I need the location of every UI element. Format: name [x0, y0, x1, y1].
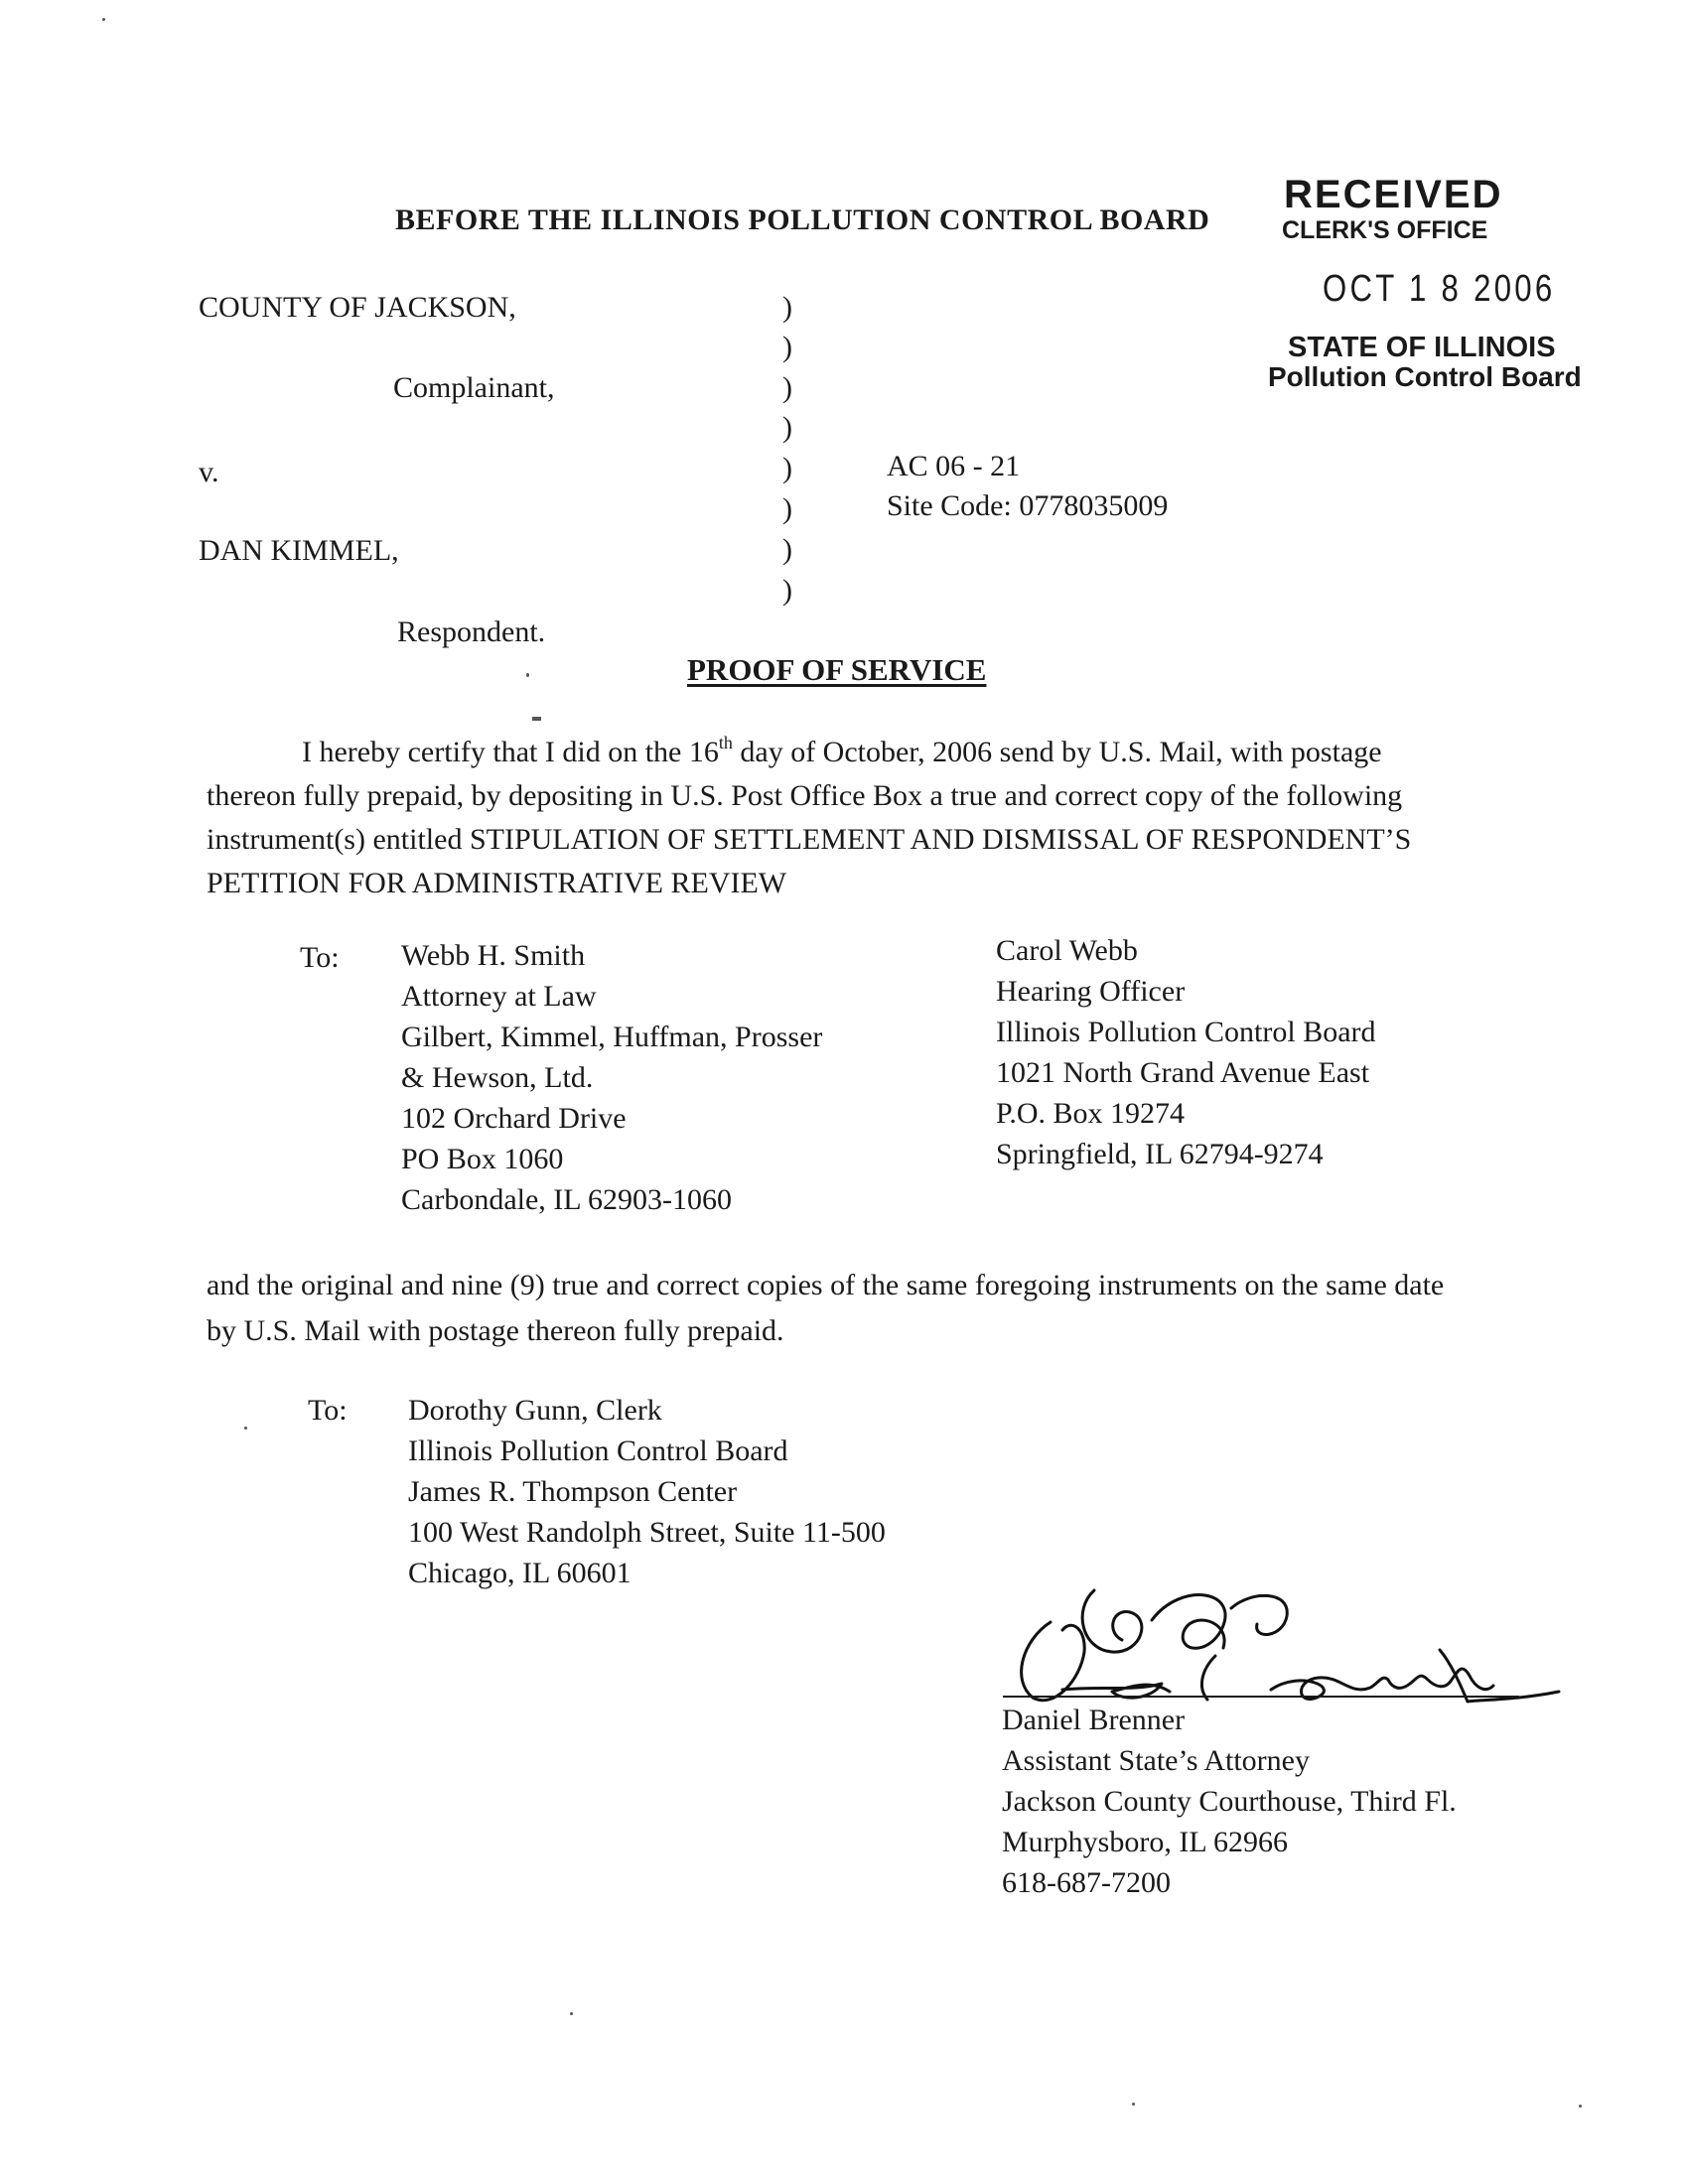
address-line: Carbondale, IL 62903-1060 — [401, 1183, 732, 1216]
scan-speck — [570, 2012, 573, 2015]
paragraph-line: and the original and nine (9) true and correct copies of the same foregoing instruments on the same date — [207, 1269, 1445, 1301]
scan-speck — [102, 18, 105, 21]
address-line: Springfield, IL 62794-9274 — [996, 1138, 1324, 1170]
complainant-role: Complainant, — [393, 371, 555, 404]
address-line: 100 West Randolph Street, Suite 11-500 — [408, 1516, 886, 1549]
case-number: AC 06 - 21 — [887, 450, 1021, 482]
address-line: 102 Orchard Drive — [401, 1102, 627, 1135]
address-line: Webb H. Smith — [401, 939, 586, 972]
certification-line: PETITION FOR ADMINISTRATIVE REVIEW — [207, 867, 787, 899]
caption-paren: ) — [782, 331, 792, 363]
address-line: Gilbert, Kimmel, Huffman, Prosser — [401, 1021, 823, 1053]
address-line: P.O. Box 19274 — [996, 1097, 1186, 1130]
caption-paren: ) — [782, 411, 792, 444]
certification-line: thereon fully prepaid, by depositing in U.S. Post Office Box a true and correct copy of the following — [207, 779, 1403, 812]
stamp-clerk-office: CLERK'S OFFICE — [1282, 216, 1488, 244]
address-line: Hearing Officer — [996, 975, 1186, 1008]
scan-speck — [1579, 2105, 1582, 2108]
address-line: James R. Thompson Center — [408, 1475, 738, 1508]
signatory-name: Daniel Brenner — [1002, 1704, 1186, 1736]
site-code: Site Code: 0778035009 — [887, 489, 1169, 522]
respondent-role: Respondent. — [397, 615, 546, 648]
to-label: To: — [300, 941, 340, 974]
signatory-address-line: Jackson County Courthouse, Third Fl. — [1002, 1785, 1457, 1818]
caption-paren: ) — [782, 291, 792, 324]
scan-speck — [532, 717, 541, 721]
scan-speck — [244, 1427, 247, 1430]
scan-speck — [526, 673, 529, 677]
board-title: BEFORE THE ILLINOIS POLLUTION CONTROL BOARD — [395, 204, 1210, 236]
address-line: Illinois Pollution Control Board — [996, 1016, 1376, 1048]
caption-paren: ) — [782, 533, 792, 566]
caption-paren: ) — [782, 452, 792, 484]
respondent-name: DAN KIMMEL, — [199, 534, 399, 567]
paragraph-line: by U.S. Mail with postage thereon fully prepaid. — [207, 1314, 784, 1347]
certification-paragraph — [207, 731, 1497, 905]
caption-paren: ) — [782, 371, 792, 404]
address-line: Chicago, IL 60601 — [408, 1557, 632, 1589]
signatory-phone: 618-687-7200 — [1002, 1866, 1171, 1899]
certification-text: day of October, 2006 send by U.S. Mail, with postage — [732, 736, 1382, 768]
address-line: Dorothy Gunn, Clerk — [408, 1394, 662, 1427]
signature-line — [1003, 1696, 1519, 1698]
complainant-name: COUNTY OF JACKSON, — [199, 291, 516, 324]
address-line: & Hewson, Ltd. — [401, 1061, 594, 1094]
stamp-board: Pollution Control Board — [1268, 361, 1582, 392]
address-line: PO Box 1060 — [401, 1143, 564, 1175]
stamp-received-text: RECEIVED — [1284, 173, 1503, 216]
caption-paren: ) — [782, 574, 792, 607]
certification-text: I hereby certify that I did on the 16 — [302, 736, 719, 768]
to-label: To: — [308, 1394, 348, 1427]
caption-paren: ) — [782, 492, 792, 525]
recipient-address-carol-webb — [996, 930, 1376, 1174]
certification-line: instrument(s) entitled STIPULATION OF SETTLEMENT AND DISMISSAL OF RESPONDENT’S — [207, 823, 1412, 856]
address-line: Carol Webb — [996, 934, 1138, 967]
ordinal-suffix: th — [718, 733, 733, 752]
proof-of-service-title: PROOF OF SERVICE — [687, 652, 987, 687]
address-line: 1021 North Grand Avenue East — [996, 1056, 1370, 1089]
original-copies-paragraph — [207, 1263, 1497, 1354]
address-line: Illinois Pollution Control Board — [408, 1434, 788, 1467]
signatory-address-line: Murphysboro, IL 62966 — [1002, 1826, 1289, 1858]
stamp-date: OCT 1 8 2006 — [1323, 268, 1556, 310]
signatory-title: Assistant State’s Attorney — [1002, 1744, 1310, 1777]
versus-label: v. — [199, 456, 219, 488]
recipient-address-clerk — [408, 1390, 886, 1593]
signature-block — [1002, 1700, 1457, 1903]
address-line: Attorney at Law — [401, 980, 597, 1013]
certification-line — [207, 731, 1497, 774]
stamp-state: STATE OF ILLINOIS — [1288, 332, 1556, 363]
recipient-address-webb-smith — [401, 935, 822, 1220]
scan-speck — [1132, 2103, 1135, 2106]
